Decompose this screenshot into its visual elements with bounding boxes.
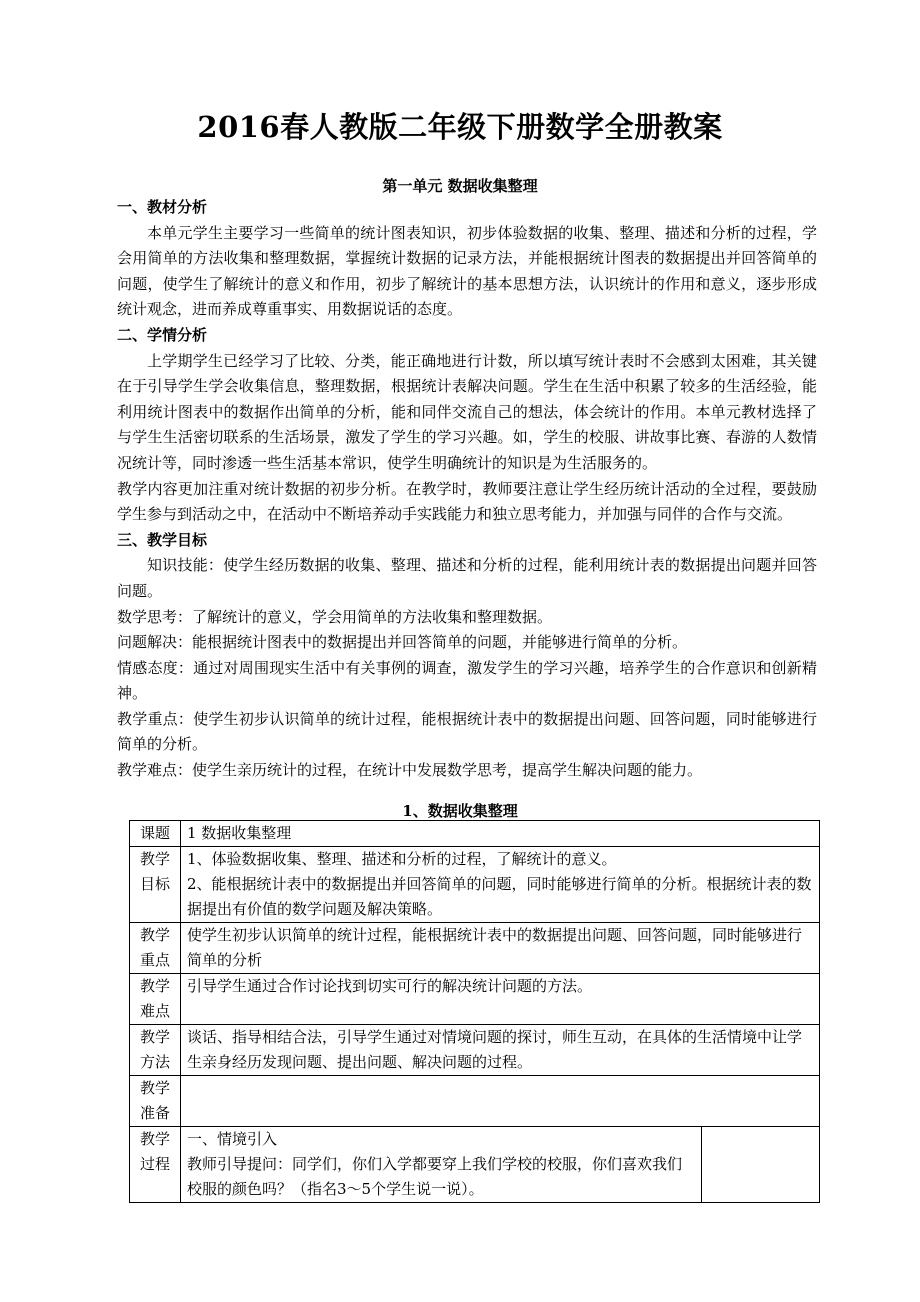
paragraph-material-analysis: 本单元学生主要学习一些简单的统计图表知识，初步体验数据的收集、整理、描述和分析的过程，学会用简单的方法收集和整理数据，掌握统计数据的记录方法，并能根据统计图表的数据提出并回答简单的问题，使学生了解统计的意义和作用，初步了解统计的基本思想方法，认识统计的作用和意义，逐步形成统计观念，进而养成尊重事实、用数据说话的态度。 — [117, 223, 817, 319]
goal-knowledge: 知识技能：使学生经历数据的收集、整理、描述和分析的过程，能利用统计表的数据提出问题并回答问题。 — [117, 556, 817, 600]
process-subtable — [181, 1127, 819, 1202]
process-content — [181, 1127, 702, 1202]
goal-item-1: 1、体验数据收集、整理、描述和分析的过程，了解统计的意义。 — [187, 850, 617, 868]
section-heading-students: 二、学情分析 — [117, 325, 208, 344]
paragraph-student-analysis: 上学期学生已经学习了比较、分类，能正确地进行计数，所以填写统计表时不会感到太困难，其关键在于引导学生学会收集信息，整理数据，根据统计表解决问题。学生在生活中积累了较多的生活经验，能利用统计图表中的数据作出简单的分析，能和同伴交流自己的想法，体会统计的作用。本单元教材选择了与学生生活密切联系的生活场景，激发了学生的学习兴趣。如，学生的校服、讲故事比赛、春游的人数情况统计等，同时渗透一些生活基本常识，使学生明确统计的知识是为生活服务的。 — [117, 351, 817, 472]
row-label-goals: 教学 目标 — [130, 847, 181, 923]
goal-item-2: 2、能根据统计表中的数据提出并回答简单的问题，同时能够进行简单的分析。根据统计表的数据提出有价值的数学问题及解决策略。 — [187, 875, 812, 918]
process-step-text: 教师引导提问：同学们，你们入学都要穿上我们学校的校服，你们喜欢我们校服的颜色吗？（指名3～5个学生说一说）。 — [187, 1155, 683, 1198]
table-row — [130, 1076, 820, 1127]
row-value-process — [181, 1127, 820, 1203]
section-heading-analysis: 一、教材分析 — [117, 198, 208, 216]
row-value-preparation — [181, 1076, 820, 1127]
document-body — [117, 195, 817, 784]
table-row — [130, 821, 820, 847]
unit-title: 第一单元 数据收集整理 — [382, 177, 538, 195]
teaching-difficulty: 教学难点：使学生亲历统计的过程，在统计中发展数学思考，提高学生解决问题的能力。 — [117, 761, 703, 780]
goal-thinking: 数学思考：了解统计的意义，学会用简单的方法收集和整理数据。 — [117, 607, 553, 626]
row-value-difficulty: 引导学生通过合作讨论找到切实可行的解决统计问题的方法。 — [181, 974, 820, 1025]
goal-problem-solving: 问题解决：能根据统计图表中的数据提出并回答简单的问题，并能够进行简单的分析。 — [117, 633, 688, 652]
row-label-method: 教学 方法 — [130, 1025, 181, 1076]
row-label-process: 教学 过程 — [130, 1127, 181, 1203]
row-label-difficulty: 教学 难点 — [130, 974, 181, 1025]
row-value-goals — [181, 847, 820, 923]
paragraph-student-analysis-2: 教学内容更加注重对统计数据的初步分析。在教学时，教师要注意让学生经历统计活动的全过程，要鼓励学生参与到活动之中，在活动中不断培养动手实践能力和独立思考能力，并加强与同伴的合作与交流。 — [117, 479, 817, 524]
process-notes — [702, 1127, 820, 1202]
lesson-title: 1、数据收集整理 — [402, 802, 518, 820]
lesson-plan-table — [129, 820, 820, 1203]
row-label-key: 教学 重点 — [130, 923, 181, 974]
table-row — [130, 974, 820, 1025]
document-title: 2016春人教版二年级下册数学全册教案 — [197, 110, 723, 144]
row-value-key: 使学生初步认识简单的统计过程，能根据统计表中的数据提出问题、回答问题，同时能够进行简单的分析 — [181, 923, 820, 974]
table-row — [130, 847, 820, 923]
goal-attitude: 情感态度：通过对周围现实生活中有关事例的调查，激发学生的学习兴趣，培养学生的合作意识和创新精神。 — [117, 658, 817, 703]
teaching-key-point: 教学重点：使学生初步认识简单的统计过程，能根据统计表中的数据提出问题、回答问题，同时能够进行简单的分析。 — [117, 709, 817, 754]
row-label-preparation: 教学 准备 — [130, 1076, 181, 1127]
row-value-topic: 1 数据收集整理 — [181, 821, 820, 847]
table-row — [130, 1025, 820, 1076]
process-step-heading: 一、情境引入 — [187, 1130, 278, 1148]
section-heading-goals: 三、教学目标 — [117, 530, 208, 549]
row-label-topic: 课题 — [130, 821, 181, 847]
table-row — [130, 1127, 820, 1203]
row-value-method: 谈话、指导相结合法，引导学生通过对情境问题的探讨，师生互动，在具体的生活情境中让学生亲身经历发现问题、提出问题、解决问题的过程。 — [181, 1025, 820, 1076]
table-row — [130, 923, 820, 974]
